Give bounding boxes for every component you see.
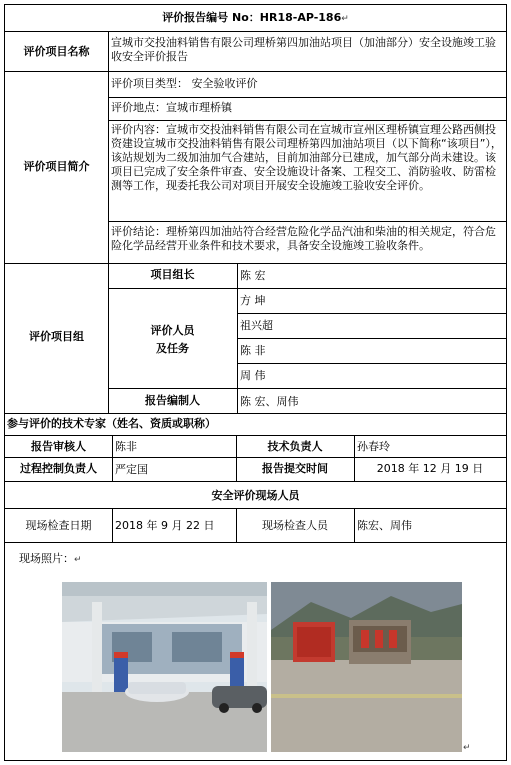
- experts-label: 参与评价的技术专家（姓名、资质或职称）: [7, 417, 216, 430]
- submit-label: 报告提交时间: [262, 462, 328, 475]
- site-date-value: 2018 年 9 月 22 日: [115, 519, 215, 532]
- tech-value: 孙春玲: [357, 440, 390, 453]
- site-section-label: 安全评价现场人员: [211, 489, 300, 502]
- site-info-row: [5, 509, 506, 543]
- member-4: 周 伟: [240, 369, 266, 382]
- submit-value: 2018 年 12 月 19 日: [376, 462, 484, 475]
- reviewer-label: 报告审核人: [31, 440, 86, 453]
- team-row: [5, 264, 506, 414]
- review-row-2: [5, 458, 506, 482]
- gas-station-canopy-photo: [62, 582, 267, 752]
- site-date-label: 现场检查日期: [25, 519, 92, 532]
- project-name-label: 评价项目名称: [23, 45, 90, 58]
- paragraph-mark: ↵: [341, 14, 349, 24]
- project-content: 评价内容：宣城市交投油料销售有限公司在宣城市宣州区理桥镇宣理公路西侧投资建设宣城市交投油料销售有限公司理桥第四加油站项目（以下简称“该项目”），该站规划为二级加油加气合建站，目前加油部分已建成，加气部分尚未建设。该项目已完成了安全条件审查、安全设施设计备案、工程交工、消防验收、防雷检测等工作，现委托我公司对项目开展安全设施竣工验收安全评价。: [111, 123, 502, 192]
- team-label: 评价项目组: [29, 330, 84, 343]
- project-name-value: 宣城市交投油料销售有限公司理桥第四加油站项目（加油部分）安全设施竣工验收安全评价报告: [111, 36, 496, 63]
- site-header-row: [5, 482, 506, 509]
- project-name-row: [5, 32, 506, 72]
- reviewer-value: 陈非: [115, 440, 137, 453]
- tech-label: 技术负责人: [267, 440, 323, 453]
- writer-label: 报告编制人: [145, 394, 200, 407]
- end-mark: ↵: [463, 743, 471, 753]
- leader-value: 陈 宏: [240, 269, 266, 282]
- project-conclusion: 评价结论：理桥第四加油站符合经营危险化学品汽油和柴油的相关规定，符合危险化学品经营开业条件和技术要求，具备安全设施竣工验收条件。: [111, 225, 496, 252]
- leader-label: 项目组长: [150, 268, 195, 281]
- fire-equipment-photo: [271, 582, 462, 752]
- report-number-value: HR18-AP-186: [259, 11, 342, 24]
- member-3: 陈 非: [240, 344, 266, 357]
- process-label: 过程控制负责人: [20, 462, 97, 475]
- site-photos-label: 现场照片：↵: [19, 552, 82, 565]
- report-number-label: 评价报告编号 No：: [162, 11, 260, 24]
- report-number: [5, 11, 506, 26]
- review-row-1: [5, 436, 506, 458]
- writer-value: 陈 宏、周伟: [240, 395, 299, 408]
- process-value: 严定国: [115, 463, 148, 476]
- project-brief-label: 评价项目简介: [23, 160, 90, 173]
- evaluation-report-form: [4, 4, 507, 761]
- member-1: 方 坤: [240, 294, 266, 307]
- project-brief-row: [5, 72, 506, 264]
- report-number-row: [5, 5, 506, 32]
- site-people-value: 陈宏、周伟: [357, 519, 412, 532]
- member-2: 祖兴超: [240, 319, 273, 332]
- members-label: 评价人员 及任务: [150, 324, 195, 355]
- project-type: 评价项目类型： 安全验收评价: [111, 77, 258, 90]
- experts-row: [5, 414, 506, 436]
- project-location: 评价地点：宣城市理桥镇: [111, 101, 232, 114]
- site-people-label: 现场检查人员: [262, 519, 328, 532]
